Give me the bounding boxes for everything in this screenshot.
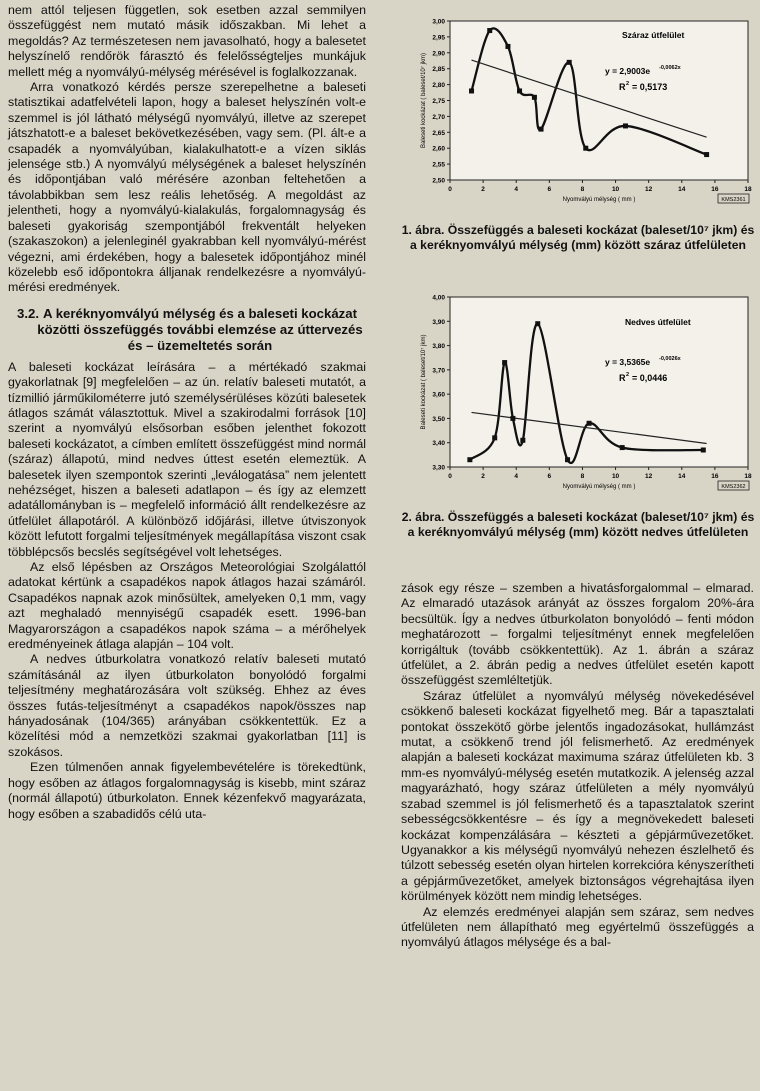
right-text-column (401, 581, 754, 951)
y-tick-label: 2,85 (432, 66, 445, 74)
data-point (567, 60, 572, 65)
data-point (623, 123, 628, 128)
chart-dry-surface (400, 4, 756, 219)
figure-1 (400, 4, 756, 266)
data-point (532, 95, 537, 100)
plot-area (450, 21, 748, 180)
x-tick-label: 10 (611, 473, 620, 480)
r-squared-value: = 0,5173 (632, 82, 668, 92)
paragraph: Ezen túlmenően annak figyelembevételére is törekedtünk, hogy esőben az átlagos forgalomnagyság is kisebb, mint száraz (normál állapotú) útburkolaton. Ennek kézenfekvő magyarázata, hogy esőben a szabadidős célú uta- (8, 760, 366, 821)
data-point (583, 146, 588, 151)
data-point (539, 127, 544, 132)
y-tick-label: 4,00 (432, 294, 445, 302)
paragraph: A baleseti kockázat leírására – a mértékadó szakmai gyakorlatnak [9] megfelelően – az ún. relatív baleseti mutatót, a tízmillió járműkilométerre jutó személysérüléses közúti balesetek átlagos számát választottuk. Mivel a szakirodalmi források [10] szerint a nyomvályú elsősorban esőben jelenthet fokozott baleseti kockázatot, a címben említett összefüggést mind normál (száraz) állapotú, mind nedves úttest esetén elemeztük. A balesetek ilyen szempontok szerinti „leválogatása” nem jelentett nehézséget, hiszen a baleseti adatlapon – és így az elemzett adatállományban is – megfelelő információ állt rendelkezésre az útfelület állapotáról. A különböző időjárási, illetve útviszonyok között lefutott forgalmi teljesítmények megállapítása viszont csak többlépcsős becslés segítségével volt lehetséges. (8, 359, 366, 559)
data-point (620, 445, 625, 450)
x-tick-label: 16 (711, 186, 719, 193)
r-squared-label: R (619, 373, 626, 383)
x-axis-label: Nyomvályú mélység ( mm ) (562, 197, 636, 203)
legend-title: Nedves útfelület (625, 317, 691, 327)
data-point (520, 438, 525, 443)
x-tick-label: 16 (711, 473, 719, 480)
y-tick-label: 2,60 (432, 145, 445, 153)
x-tick-label: 4 (514, 186, 519, 193)
y-axis-label: Baleseti kockázat ( baleset/10⁷ jkm) (421, 53, 427, 148)
r-squared-superscript: 2 (626, 372, 630, 378)
data-point (517, 88, 522, 93)
paragraph: zások egy része – szemben a hivatásforgalommal – elmarad. Az elmaradó utazások arányát az összes forgalom 20%-ára becsültük. Így a nedves útburkolaton bonyolódó – fenti módon meghatározott – forgalmi teljesítményt ennek megfelelően korrigáltuk (tovább csökkentettük). Az 1. ábrán a száraz útfelület, a 2. ábrán pedig a nedves útfelület esetén kapott összefüggést szemléltetjük. (401, 581, 754, 688)
x-tick-label: 8 (580, 473, 585, 480)
data-point (492, 435, 497, 440)
r-squared-label: R (619, 82, 626, 92)
figure-code: KMS2361 (721, 197, 746, 203)
trend-equation: y = 2,9003e (605, 66, 651, 76)
data-point (535, 321, 540, 326)
x-tick-label: 12 (645, 473, 653, 480)
r-squared-superscript: 2 (626, 81, 630, 87)
y-tick-label: 2,90 (432, 50, 445, 58)
y-tick-label: 3,70 (432, 367, 445, 375)
data-point (467, 457, 472, 462)
x-tick-label: 14 (678, 473, 686, 480)
data-point (565, 457, 570, 462)
x-tick-label: 12 (645, 186, 653, 193)
y-tick-label: 2,75 (432, 98, 445, 105)
paragraph: Száraz útfelület a nyomvályú mélység növekedésével csökkenő baleseti kockázat figyelhető meg. Bár a tapasztalati pontokat összekötő görbe jelentős ingadozásokat, hullámzást mutat, a csökkenő trend jól felismerhető. Az eredmények alapján a baleseti kockázat maximuma száraz útfelületen kb. 3 mm-es nyomvályú-mélység esetén mutatkozik. A jelenség azzal magyarázható, hogy száraz útfelületen a mély nyomvályú szabad szemmel is jól felismerhető és a tapasztalatok szerint sebességcsökkentésre – és így a megnövekedett baleseti kockázat kompenzálására – készteti a gépjárművezetőket. Ugyanakkor a kis mélységű nyomvályú nehezen észlelhető és túlzott sebesség esetén olyan hirtelen korrekcióra kényszerítheti a gépjárművezetőket, amelyek biztonságos végrehajtása ilyen körülmények között nem mindig lehetséges. (401, 688, 754, 904)
section-title: A keréknyomvályú mélység és a baleseti kockázat közötti összefüggés további elemzése az úttervezés és – üzemeltetés során (37, 305, 363, 353)
y-tick-label: 3,80 (432, 343, 445, 351)
x-tick-label: 14 (678, 186, 686, 193)
paragraph: nem attól teljesen független, sok esetben azzal semmilyen összefüggést nem mutató másik időszakban. Mi lehet a megoldás? Az természetesen nem javasolható, hogy a balesetet helyszínelő rendőrök fárasztó és felelősségteljes munkájuk mellett még a nyomvályú-mélység mérésével is foglalkozzanak. (8, 3, 366, 79)
paragraph: Az első lépésben az Országos Meteorológiai Szolgálattól adatokat kértünk a csapadékos napok átlagos hazai számáról. Csapadékos napnak azok minősültek, amelyeken 0,1 mm, vagy azt meghaladó mennyiségű csapadék esett. 1996-ban Magyarországon a csapadékos napok száma – a mérőhelyek eredményeinek átlaga alapján – 104 volt. (8, 560, 366, 652)
x-tick-label: 4 (514, 473, 519, 480)
y-tick-label: 3,50 (432, 415, 445, 423)
trend-equation: y = 3,5365e (605, 357, 651, 367)
y-tick-label: 3,60 (432, 391, 445, 399)
section-heading (8, 306, 366, 354)
data-point (704, 152, 709, 157)
x-tick-label: 18 (744, 473, 752, 480)
data-point (487, 28, 492, 33)
r-squared-value: = 0,0446 (632, 373, 668, 383)
chart-wet-surface (400, 285, 756, 507)
x-tick-label: 0 (448, 473, 452, 480)
figure-code: KMS2362 (721, 484, 746, 490)
paragraph: Arra vonatkozó kérdés persze szerepelhetne a baleseti statisztikai adatfelvételi lapon, hogy a baleset helyszínén volt-e szemmel is jól látható mélységű nyomvályú, illetve az szerepet játszhatott-e a baleset bekövetkezésében, vagy sem. (Pl. ált-e a csapadék a nyomvályúban, kialakulhatott-e a vízen siklás jelensége stb.) A nyomvályú mélységének a baleset helyszínén és időpontjában való mérésére azonban feltehetően a távolabbikban sem lesz reális lehetőség. A megoldást az jelentheti, hogy a nyomvályú-kialakulás, forgalomnagyság és baleseti gyakoriság szempontjából frekventált helyeken (szakaszokon) a jelenleginél gyakrabban kell nyomvályú-mérést végezni, ami érdekében, hogy a balesetek időpontjához minél közelebb eső időpontokra álljanak rendelkezésre a nyomvályú-mérési eredmények. (8, 80, 366, 295)
y-tick-label: 2,80 (432, 82, 445, 90)
figure-1-caption: 1. ábra. Összefüggés a baleseti kockázat (baleset/10⁷ jkm) és a keréknyomvályú mélység (mm) között száraz útfelületen (401, 223, 755, 252)
data-point (510, 416, 515, 421)
x-tick-label: 2 (481, 473, 485, 480)
paragraph: A nedves útburkolatra vonatkozó relatív baleseti mutató számításánál az ilyen útburkolaton bonyolódó forgalmi teljesítmény meghatározására volt szükség. Ehhez az éves összes futás-teljesítményt a csapadékos napok/összes nap hányadosának (104/365) arányában csökkentettük. Ez a közelítési mód a nemzetközi szakmai gyakorlatban [11] is szokásos. (8, 652, 366, 759)
data-point (587, 421, 592, 426)
y-tick-label: 2,70 (432, 113, 445, 121)
section-number: 3.2. (17, 305, 39, 321)
y-tick-label: 2,95 (432, 34, 445, 42)
y-tick-label: 2,50 (432, 177, 445, 185)
y-tick-label: 3,40 (432, 440, 445, 448)
x-tick-label: 10 (611, 186, 620, 193)
x-tick-label: 0 (448, 186, 452, 193)
figure-2 (400, 285, 756, 557)
y-axis-label: Baleseti kockázat ( baleset/10⁷ jkm) (421, 334, 427, 430)
x-tick-label: 8 (580, 186, 585, 193)
y-tick-label: 3,00 (432, 18, 445, 26)
data-point (505, 44, 510, 49)
trend-equation-exponent: -0,0062x (659, 65, 681, 71)
data-point (701, 448, 706, 453)
left-text-column (8, 3, 366, 822)
figure-2-caption: 2. ábra. Összefüggés a baleseti kockázat (baleset/10⁷ jkm) és a keréknyomvályú mélység (mm) között nedves útfelületen (401, 510, 755, 539)
legend-title: Száraz útfelület (622, 30, 685, 40)
y-tick-label: 3,30 (432, 464, 445, 472)
plot-area (450, 297, 748, 467)
trend-equation-exponent: -0,0026x (659, 356, 681, 362)
x-tick-label: 2 (481, 186, 485, 193)
x-tick-label: 6 (547, 186, 552, 193)
x-tick-label: 6 (547, 473, 552, 480)
y-tick-label: 2,55 (432, 161, 445, 169)
y-tick-label: 2,65 (432, 129, 445, 137)
paragraph: Az elemzés eredményei alapján sem száraz, sem nedves útfelületen nem állapítható meg egyértelmű összefüggés a nyomvályú átlagos mélysége és a bal- (401, 904, 754, 950)
x-axis-label: Nyomvályú mélység ( mm ) (562, 484, 636, 490)
data-point (502, 360, 507, 365)
y-tick-label: 3,90 (432, 318, 445, 326)
data-point (469, 88, 474, 93)
x-tick-label: 18 (744, 186, 752, 193)
